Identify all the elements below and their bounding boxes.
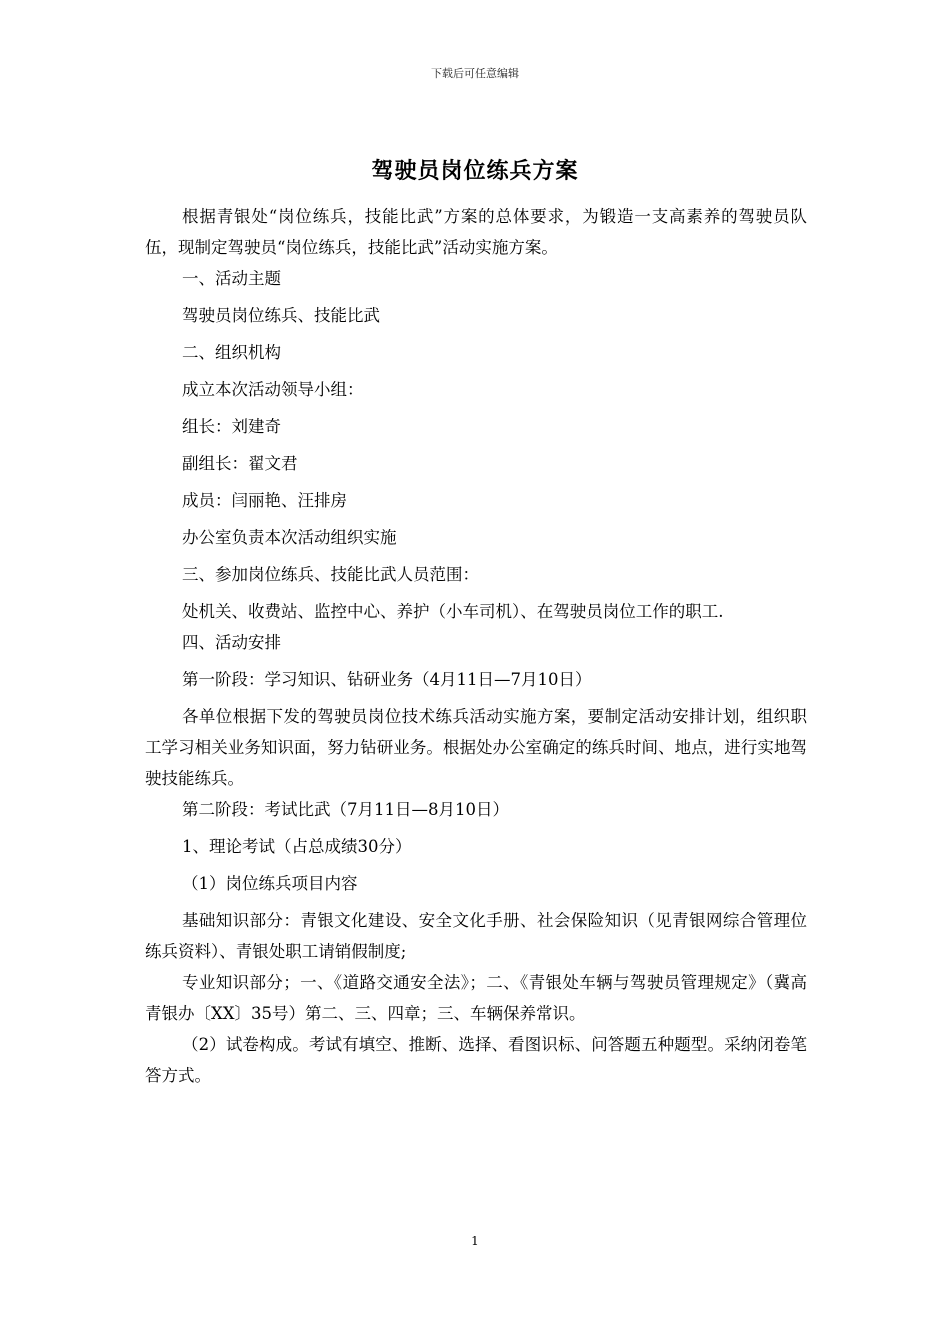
document-title: 驾驶员岗位练兵方案: [371, 158, 579, 184]
page-number: 1: [471, 1234, 479, 1248]
paragraph-leading-group: 成立本次活动领导小组：: [182, 380, 364, 399]
heading-phase-two: 第二阶段：考试比武（7月11日—8月10日）: [182, 800, 509, 819]
paragraph-office-responsible: 办公室负责本次活动组织实施: [182, 528, 397, 547]
heading-exam-content: （1）岗位练兵项目内容: [182, 874, 358, 893]
heading-participants: 三、参加岗位练兵、技能比武人员范围：: [182, 565, 479, 584]
paragraph-exam-structure: （2）试卷构成。考试有填空、推断、选择、看图识标、问答题五种题型。采纳闭卷笔答方式。: [145, 1035, 807, 1085]
paragraph-participant-scope: 处机关、收费站、监控中心、养护（小车司机）、在驾驶员岗位工作的职工.: [182, 602, 724, 621]
paragraph-deputy-leader: 副组长：翟文君: [182, 454, 298, 473]
heading-activity-arrangement: 四、活动安排: [182, 633, 281, 652]
paragraph-members: 成员：闫丽艳、汪排房: [182, 491, 347, 510]
heading-organization: 二、组织机构: [182, 343, 281, 362]
document-body: [145, 201, 807, 1091]
paragraph-intro: 根据青银处“岗位练兵，技能比武”方案的总体要求，为锻造一支高素养的驾驶员队伍，现制定驾驶员“岗位练兵，技能比武”活动实施方案。: [145, 207, 807, 257]
heading-phase-one: 第一阶段：学习知识、钻研业务（4月11日—7月10日）: [182, 670, 592, 689]
paragraph-professional-knowledge: 专业知识部分；一、《道路交通安全法》；二、《青银处车辆与驾驶员管理规定》（冀高青银办〔XX〕35号）第二、三、四章；三、车辆保养常识。: [145, 973, 807, 1023]
paragraph-basic-knowledge: 基础知识部分：青银文化建设、安全文化手册、社会保险知识（见青银网综合管理位练兵资料）、青银处职工请销假制度;: [145, 911, 807, 961]
paragraph-group-leader: 组长：刘建奇: [182, 417, 281, 436]
paragraph-phase-one-detail: 各单位根据下发的驾驶员岗位技术练兵活动实施方案，要制定活动安排计划，组织职工学习相关业务知识面，努力钻研业务。根据处办公室确定的练兵时间、地点，进行实地驾驶技能练兵。: [145, 707, 807, 788]
heading-theory-exam: 1、理论考试（占总成绩30分）: [182, 837, 412, 856]
heading-activity-theme: 一、活动主题: [182, 269, 281, 288]
page-header-note: 下载后可任意编辑: [431, 67, 519, 80]
paragraph-theme: 驾驶员岗位练兵、技能比武: [182, 306, 380, 325]
